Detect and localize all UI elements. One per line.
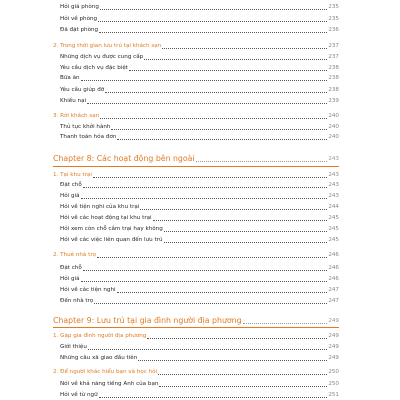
- toc-entry[interactable]: [60, 223, 339, 233]
- dot-leader: [196, 161, 328, 162]
- dot-leader: [99, 32, 327, 33]
- toc-page-number: 247: [328, 298, 339, 304]
- dot-leader: [105, 92, 327, 93]
- toc-entry[interactable]: [60, 352, 339, 362]
- toc-page-number: 244: [328, 204, 339, 210]
- toc-page-number: 238: [328, 87, 339, 93]
- toc-entry-title: Bữa ăn: [60, 75, 80, 81]
- toc-chapter-heading[interactable]: [53, 151, 339, 163]
- toc-page-number: 246: [328, 265, 339, 271]
- dot-leader: [111, 129, 327, 130]
- dot-leader: [81, 198, 328, 199]
- toc-page-number: 243: [328, 156, 339, 162]
- toc-entry[interactable]: [60, 179, 339, 189]
- toc-entry-title: 2. Trong thời gian lưu trú tại khách sạn: [53, 43, 162, 49]
- toc-section-entry[interactable]: [53, 249, 339, 259]
- toc-entry[interactable]: [60, 72, 339, 82]
- toc-entry[interactable]: [60, 121, 339, 131]
- toc-page-number: 246: [328, 276, 339, 282]
- toc-entry[interactable]: [60, 273, 339, 283]
- toc-chapter-heading[interactable]: [53, 313, 339, 325]
- toc-entry-title: Yêu cầu dịch vụ đặc biệt: [60, 65, 128, 71]
- dot-leader: [100, 118, 327, 119]
- dot-leader: [144, 59, 327, 60]
- dot-leader: [164, 231, 328, 232]
- toc-entry[interactable]: [60, 295, 339, 305]
- toc-entry-title: Khiếu nại: [60, 98, 87, 104]
- toc-page-number: 245: [328, 215, 339, 221]
- toc-entry-title: 1. Gặp gia đình người địa phương: [53, 333, 147, 339]
- toc-page-number: 238: [328, 75, 339, 81]
- toc-page-number: 243: [328, 172, 339, 178]
- toc-entry[interactable]: [60, 201, 339, 211]
- dot-leader: [129, 70, 327, 71]
- toc-page-number: 236: [328, 27, 339, 33]
- toc-entry[interactable]: [60, 389, 339, 399]
- toc-page-number: 245: [328, 237, 339, 243]
- toc-page-number: 250: [328, 381, 339, 387]
- toc-entry-title: Hỏi về phòng: [60, 16, 98, 22]
- toc-section-entry[interactable]: [53, 366, 339, 376]
- toc-entry[interactable]: [60, 284, 339, 294]
- toc-page-number: 240: [328, 134, 339, 140]
- toc-entry[interactable]: [60, 1, 339, 11]
- toc-page-number: 235: [328, 16, 339, 22]
- dot-leader: [99, 397, 328, 398]
- toc-entry[interactable]: [60, 212, 339, 222]
- dot-leader: [94, 303, 327, 304]
- toc-entry[interactable]: [60, 62, 339, 72]
- dot-leader: [97, 257, 327, 258]
- toc-entry-title: Hỏi về các tiện nghi: [60, 287, 116, 293]
- dot-leader: [243, 323, 328, 324]
- dot-leader: [164, 242, 328, 243]
- toc-entry-title: Hỏi về tiện nghi của khu trại: [60, 204, 140, 210]
- toc-entry-title: 2. Để người khác hiểu bạn và học hỏi: [53, 369, 158, 375]
- dot-leader: [81, 281, 328, 282]
- dot-leader: [153, 220, 328, 221]
- dot-leader: [88, 349, 327, 350]
- toc-entry-title: Những câu xã giao đầu tiên: [60, 355, 138, 361]
- dot-leader: [100, 9, 327, 10]
- toc-page-number: 243: [328, 182, 339, 188]
- toc-page-number: 247: [328, 287, 339, 293]
- toc-page-number: 245: [328, 226, 339, 232]
- toc-entry[interactable]: [60, 51, 339, 61]
- dot-leader: [87, 103, 327, 104]
- dot-leader: [98, 21, 327, 22]
- toc-entry-title: Đặt chỗ: [60, 265, 82, 271]
- toc-page-number: 240: [328, 113, 339, 119]
- toc-page-number: 235: [328, 4, 339, 10]
- dot-leader: [158, 374, 327, 375]
- toc-page-number: 237: [328, 43, 339, 49]
- toc-entry-title: Chapter 9: Lưu trú tại gia đình người địa phương: [53, 316, 242, 325]
- dot-leader: [93, 177, 327, 178]
- dot-leader: [159, 386, 327, 387]
- toc-entry-title: Hỏi về các hoạt động tại khu trại: [60, 215, 152, 221]
- toc-entry-title: Đã đặt phòng: [60, 27, 99, 33]
- dot-leader: [162, 48, 327, 49]
- toc-page-number: 249: [328, 318, 339, 324]
- toc-entry-title: Hỏi về từ ngữ: [60, 392, 98, 398]
- toc-entry-title: Đặt chỗ: [60, 182, 82, 188]
- toc-section-entry[interactable]: [53, 40, 339, 50]
- toc-section-entry[interactable]: [53, 169, 339, 179]
- toc-page-number: 240: [328, 124, 339, 130]
- toc-entry-title: Thanh toán hóa đơn: [60, 134, 117, 140]
- dot-leader: [138, 360, 327, 361]
- toc-page-number: 246: [328, 252, 339, 258]
- toc-entry-title: Hỏi xem còn chỗ cắm trại hay không: [60, 226, 163, 232]
- toc-entry[interactable]: [60, 234, 339, 244]
- dot-leader: [117, 292, 328, 293]
- toc-entry[interactable]: [60, 378, 339, 388]
- toc-page-number: 238: [328, 65, 339, 71]
- toc-entry-title: 3. Rời khách sạn: [53, 113, 100, 119]
- chapter-divider-line: [53, 166, 339, 167]
- toc-entry-title: Chapter 8: Các hoạt động bên ngoài: [53, 154, 195, 163]
- toc-page-number: 249: [328, 333, 339, 339]
- toc-entry[interactable]: [60, 131, 339, 141]
- toc-entry[interactable]: [60, 84, 339, 94]
- toc-entry-title: Thủ tục khởi hành: [60, 124, 111, 130]
- toc-entry[interactable]: [60, 262, 339, 272]
- toc-entry[interactable]: [60, 341, 339, 351]
- toc-page-number: 239: [328, 98, 339, 104]
- chapter-divider-line: [53, 327, 339, 328]
- toc-entry-title: Hỏi giá: [60, 193, 80, 199]
- toc-entry[interactable]: [60, 24, 339, 34]
- toc-entry-title: Yêu cầu giúp đỡ: [60, 87, 105, 93]
- toc-entry[interactable]: [60, 13, 339, 23]
- toc-entry-title: Giới thiệu: [60, 344, 87, 350]
- dot-leader: [140, 209, 327, 210]
- toc-entry-title: Hỏi giá phòng: [60, 4, 99, 10]
- toc-page-number: 250: [328, 369, 339, 375]
- toc-page-number: 249: [328, 355, 339, 361]
- dot-leader: [147, 338, 327, 339]
- dot-leader: [83, 270, 328, 271]
- dot-leader: [117, 139, 327, 140]
- toc-entry-title: Đến nhà trọ: [60, 298, 94, 304]
- toc-entry[interactable]: [60, 95, 339, 105]
- toc-section-entry[interactable]: [53, 330, 339, 340]
- toc-entry-title: 2. Thuê nhà trọ: [53, 252, 97, 258]
- toc-page-number: 249: [328, 344, 339, 350]
- toc-entry-title: 1. Tại khu trại: [53, 172, 92, 178]
- toc-entry-title: Hỏi giá: [60, 276, 80, 282]
- dot-leader: [81, 80, 328, 81]
- toc-page-number: 251: [328, 392, 339, 398]
- toc-entry-title: Hỏi về các việc liên quan đến lưu trú: [60, 237, 163, 243]
- dot-leader: [83, 187, 328, 188]
- toc-page-number: 237: [328, 54, 339, 60]
- toc-page-number: 243: [328, 193, 339, 199]
- toc-section-entry[interactable]: [53, 110, 339, 120]
- toc-entry-title: Những dịch vụ được cung cấp: [60, 54, 144, 60]
- toc-entry[interactable]: [60, 190, 339, 200]
- toc-entry-title: Nói về khả năng tiếng Anh của bạn: [60, 381, 159, 387]
